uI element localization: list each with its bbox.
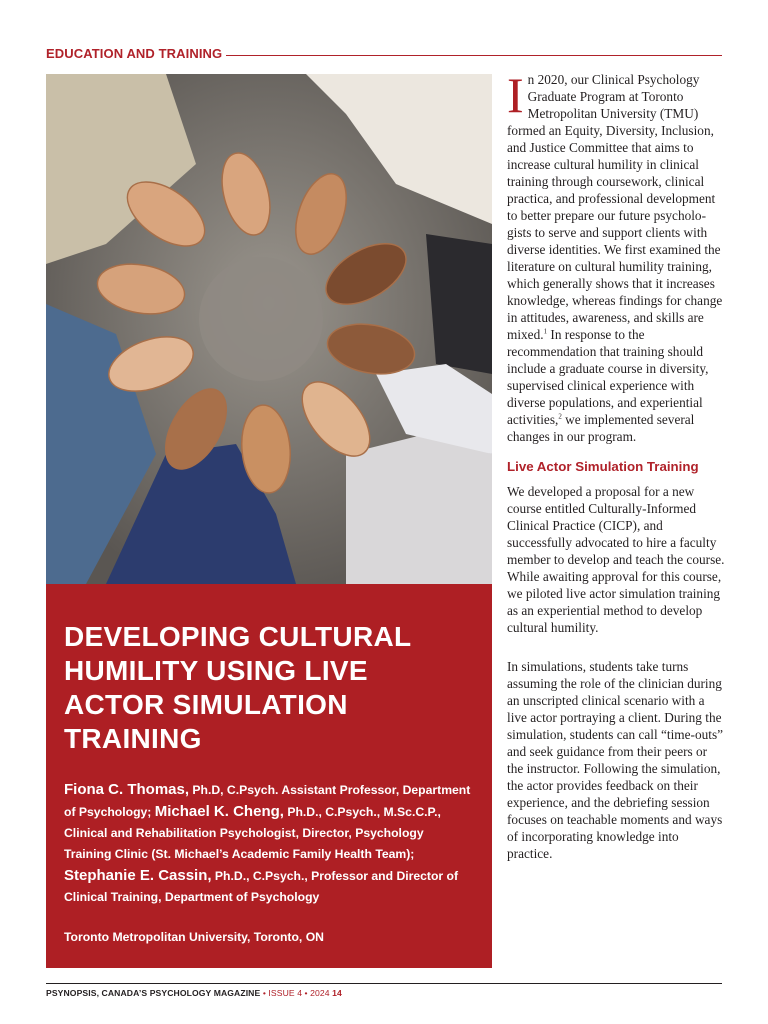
hands-circle-illustration bbox=[46, 74, 492, 584]
drop-cap: I bbox=[507, 67, 524, 123]
subheading: Live Actor Simulation Training bbox=[507, 459, 699, 474]
title-panel bbox=[46, 584, 492, 968]
body-column bbox=[507, 67, 725, 862]
author-name: Fiona C. Thomas, bbox=[64, 781, 190, 798]
footnote-ref: 2 bbox=[558, 412, 562, 421]
page-number: 14 bbox=[332, 988, 342, 998]
article-title: DEVELOPING CULTURAL HUMILITY USING LIVE ACTOR SIMULATION TRAINING bbox=[64, 621, 411, 754]
paragraph-text: we implemented several changes in our program. bbox=[507, 412, 695, 444]
author-name: Michael K. Cheng, bbox=[154, 803, 284, 820]
issue-info: • ISSUE 4 • 2024 bbox=[260, 988, 333, 998]
section-divider bbox=[226, 55, 722, 56]
paragraph-text: In response to the recommendation that training should include a graduate course in diversity, supervised clinical experience with diverse populations, and experiential activities, bbox=[507, 327, 709, 427]
author-details: Ph.D., C.Psych., Professor and Director of Clinical Training, Department of Psychology bbox=[64, 869, 459, 904]
author-name: Stephanie E. Cassin, bbox=[64, 867, 212, 884]
body-paragraph: In simulations, students take turns assuming the role of the clinician during an unscripted clinical scenario with a live actor portraying a client. During the simulation, students can call “time-outs” and seek guidance from their peers or the instructor. Following the simulation, the actor provides feedback on their experience, and the debriefing session focuses on teachable moments and ways of incorporating knowledge into practice. bbox=[507, 659, 724, 861]
affiliation: Toronto Metropolitan University, Toronto, ON bbox=[64, 930, 324, 944]
author-details: Ph.D., C.Psych., M.Sc.C.P., Clinical and Rehabilitation Psychologist, Director, Psychology Training Clinic (St. Michael’s Academic Family Health Team); bbox=[64, 805, 441, 861]
author-details: Ph.D, C.Psych. Assistant Professor, Department of Psychology; bbox=[64, 783, 471, 819]
section-label: EDUCATION AND TRAINING bbox=[46, 46, 223, 61]
magazine-name: PSYNOPSIS, CANADA’S PSYCHOLOGY MAGAZINE bbox=[46, 988, 261, 998]
author-list bbox=[64, 779, 474, 908]
intro-paragraph bbox=[507, 67, 725, 445]
hands-circle-photo bbox=[46, 74, 492, 584]
page-footer bbox=[46, 988, 342, 998]
body-paragraph: We developed a proposal for a new course entitled Culturally-Informed Clinical Practice (CICP), and successfully advocated to hire a faculty member to develop and teach the course. While awaiting approval for this course, we piloted live actor simulation training as an experiential method to develop cultural humility. bbox=[507, 484, 725, 635]
footnote-ref: 1 bbox=[543, 327, 548, 336]
footer-divider bbox=[46, 983, 722, 984]
paragraph-text: n 2020, our Clinical Psychology Graduate Program at Toronto Metropolitan University (TMU) formed an Equity, Diversity, Inclusion, and Justice Committee that aims to increase cultural humility in clinical training through coursework, clinical practica, and professional development to better prepare our future psychologists to serve and support clients with diverse identities. We first examined the literature on cultural humility training, which generally shows that it increases knowledge, whereas findings for change in attitudes, awareness, and skills are mixed. bbox=[507, 72, 723, 342]
